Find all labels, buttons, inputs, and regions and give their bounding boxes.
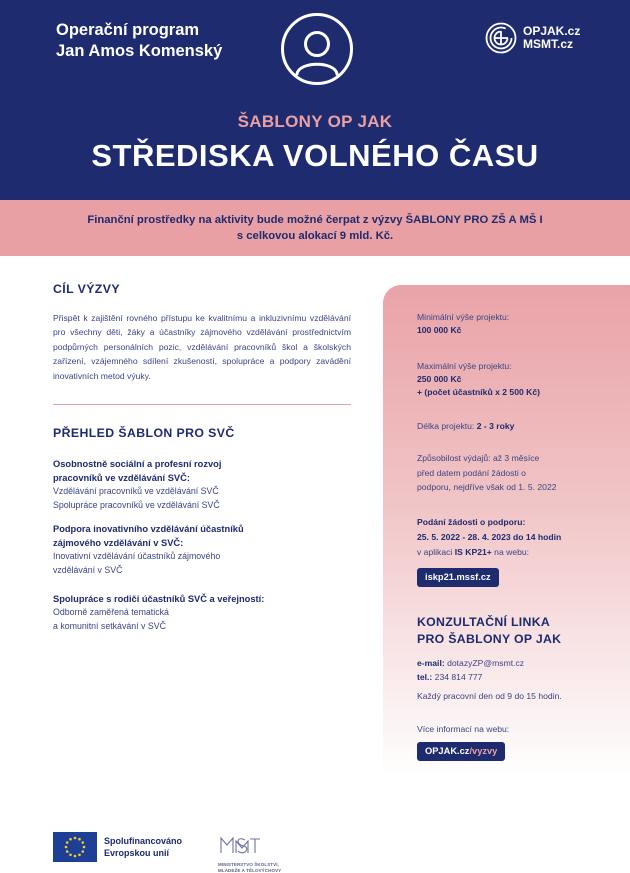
msmt-sub-2: MLÁDEŽE A TĚLOVÝCHOVY xyxy=(218,867,282,873)
eu-line-1: Spolufinancováno xyxy=(104,836,183,846)
brand-opjak: OPJAK.cz xyxy=(523,24,581,38)
eligibility xyxy=(417,451,557,495)
eligibility-line-2: před datem podání žádosti o xyxy=(417,467,526,478)
eligibility-line-3: podporu, nejdříve však od 1. 5. 2022 xyxy=(417,482,557,492)
group-1-item-1: Vzdělávání pracovníků ve vzdělávání SVČ xyxy=(53,486,219,496)
email-link[interactable]: dotazyZP@msmt.cz xyxy=(447,658,525,668)
phone-row xyxy=(417,671,482,684)
page-title: STŘEDISKA VOLNÉHO ČASU xyxy=(91,138,539,173)
goal-title: CÍL VÝZVY xyxy=(53,282,120,296)
opjak-link[interactable] xyxy=(417,742,505,761)
group-2-item-2: vzdělávání v SVČ xyxy=(53,564,123,575)
eu-line-2: Evropskou unií xyxy=(104,848,170,858)
allocation-text xyxy=(40,212,590,244)
msmt-logo xyxy=(218,833,298,873)
group-3-item-2: a komunitní setkávání v SVČ xyxy=(53,620,166,631)
goal-text: Přispět k zajištění rovného přístupu ke kvalitnímu a inkluzivnímu vzdělávání pro všechny děti, žáky a účastníky zájmového vzdělávání prostřednictvím podpůrných personálních pozic, vzdělávání pracovníků škol a školských zařízení, vzájemného sdílení zkušeností, spolupráce a podpory zavádění inovativních metod výuky. xyxy=(53,313,351,381)
email-row xyxy=(417,657,524,670)
maze-logo-icon xyxy=(485,22,517,54)
section-divider xyxy=(53,404,351,405)
max-label: Maximální výše projektu: xyxy=(417,361,512,371)
group-3-item-1: Odborně zaměřená tematická xyxy=(53,607,169,617)
eu-flag-icon xyxy=(53,832,97,862)
eu-logo xyxy=(53,832,182,862)
allocation-line-2: s celkovou alokací 9 mld. Kč. xyxy=(236,230,394,242)
allocation-line-1: Finanční prostředky na aktivity bude možné čerpat z výzvy ŠABLONY PRO ZŠ A MŠ I xyxy=(87,214,543,226)
iskp-link[interactable]: iskp21.mssf.cz xyxy=(417,568,499,587)
msmt-sub-1: MINISTERSTVO ŠKOLSTVÍ, xyxy=(218,862,279,867)
program-line-1: Operační program xyxy=(56,21,200,39)
contact-title-line-1: KONZULTAČNÍ LINKA xyxy=(417,615,551,629)
contact-title-line-2: PRO ŠABLONY OP JAK xyxy=(417,632,562,646)
apply-prefix: v aplikaci xyxy=(417,547,453,557)
more-info: Více informací na webu: xyxy=(417,724,510,734)
phone-value: 234 814 777 xyxy=(434,672,483,682)
min-value: 100 000 Kč xyxy=(417,325,462,335)
brand-logo xyxy=(485,22,580,54)
email-label: e-mail: xyxy=(417,658,445,668)
brand-msmt: MSMT.cz xyxy=(523,37,574,51)
kicker-title: ŠABLONY OP JAK xyxy=(237,112,393,131)
max-note: + (počet účastníků x 2 500 Kč) xyxy=(417,387,540,397)
opjak-link-path: /vyzvy xyxy=(469,746,498,756)
min-label: Minimální výše projektu: xyxy=(417,312,510,322)
max-value: 250 000 Kč xyxy=(417,374,462,384)
contact-title xyxy=(417,614,561,648)
template-group-2 xyxy=(53,522,353,577)
group-2-title-1: Podpora inovativního vzdělávání účastníků xyxy=(53,524,244,534)
program-name xyxy=(56,20,222,62)
opjak-link-main: OPJAK.cz xyxy=(425,746,470,756)
apply-dates: 25. 5. 2022 - 28. 4. 2023 do 14 hodin xyxy=(417,532,562,542)
group-2-title-2: zájmového vzdělávání v SVČ: xyxy=(53,538,184,548)
template-group-3 xyxy=(53,592,353,633)
program-line-2: Jan Amos Komenský xyxy=(56,42,223,60)
phone-label: tel.: xyxy=(417,672,433,682)
template-group-1 xyxy=(53,457,353,512)
apply-system-name: IS KP21+ xyxy=(454,547,492,557)
msmt-emblem-icon xyxy=(218,833,262,857)
duration-value: 2 - 3 roky xyxy=(476,421,515,431)
group-2-item-1: Inovativní vzdělávání účastníků zájmového xyxy=(53,551,221,561)
group-3-title-1: Spolupráce s rodiči účastníků SVČ a veřejností: xyxy=(53,594,265,604)
eligibility-line-1: Způsobilost výdajů: až 3 měsíce xyxy=(417,453,540,463)
apply-system xyxy=(417,546,529,559)
apply-suffix: na webu: xyxy=(494,547,530,557)
group-1-item-2: Spolupráce pracovníků ve vzdělávání SVČ xyxy=(53,499,220,510)
group-1-title-1: Osobnostně sociální a profesní rozvoj xyxy=(53,459,222,469)
office-hours: Každý pracovní den od 9 do 15 hodin. xyxy=(417,691,562,701)
group-1-title-2: pracovníků ve vzdělávání SVČ: xyxy=(53,473,190,483)
duration-label: Délka projektu: xyxy=(417,421,475,431)
person-icon xyxy=(281,13,353,85)
apply-title: Podání žádosti o podporu: xyxy=(417,517,526,527)
overview-title: PŘEHLED ŠABLON PRO SVČ xyxy=(53,426,235,440)
duration xyxy=(417,420,514,433)
